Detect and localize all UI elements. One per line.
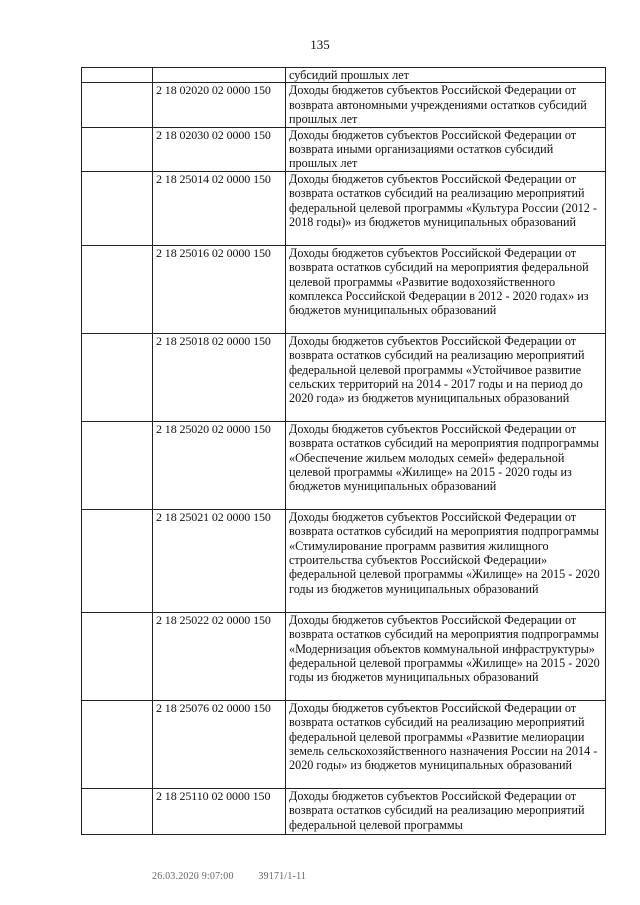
document-footer bbox=[152, 870, 328, 884]
table-row bbox=[82, 127, 606, 171]
blank-cell bbox=[82, 612, 153, 700]
revenue-description: Доходы бюджетов субъектов Российской Федерации от возврата автономными учреждениями остатков субсидий прошлых лет bbox=[286, 83, 606, 127]
revenue-description: Доходы бюджетов субъектов Российской Федерации от возврата остатков субсидий на реализацию мероприятий федеральной целевой программы bbox=[286, 788, 606, 834]
budget-code: 2 18 25076 02 0000 150 bbox=[153, 700, 286, 788]
footer-document-id: 39171/1-11 bbox=[258, 871, 307, 882]
page-number: 135 bbox=[310, 37, 330, 52]
revenue-description: Доходы бюджетов субъектов Российской Федерации от возврата остатков субсидий на мероприятия федеральной целевой программы «Развитие водохозяйственного комплекса Российской Федерации в 2012 - 2020 годах» из бюджетов муниципальных образований bbox=[286, 245, 606, 333]
budget-code: 2 18 25020 02 0000 150 bbox=[153, 421, 286, 509]
budget-code: 2 18 02030 02 0000 150 bbox=[153, 127, 286, 171]
table-row bbox=[82, 171, 606, 245]
budget-code bbox=[153, 68, 286, 83]
revenue-description: Доходы бюджетов субъектов Российской Федерации от возврата остатков субсидий на мероприятия подпрограммы «Модернизация объектов коммунальной инфраструктуры» федеральной целевой программы «Жилище» на 2015 - 2020 годы из бюджетов муниципальных образований bbox=[286, 612, 606, 700]
blank-cell bbox=[82, 127, 153, 171]
revenue-description: Доходы бюджетов субъектов Российской Федерации от возврата остатков субсидий на реализацию мероприятий федеральной целевой программы «Устойчивое развитие сельских территорий на 2014 - 2017 годы и на период до 2020 года» из бюджетов муниципальных образований bbox=[286, 333, 606, 421]
budget-code: 2 18 25016 02 0000 150 bbox=[153, 245, 286, 333]
table-row bbox=[82, 333, 606, 421]
blank-cell bbox=[82, 68, 153, 83]
footer-timestamp: 26.03.2020 9:07:00 bbox=[152, 871, 234, 882]
revenue-description: Доходы бюджетов субъектов Российской Федерации от возврата остатков субсидий на мероприятия подпрограммы «Стимулирование программ развития жилищного строительства субъектов Российской Федерации» федеральной целевой программы «Жилище» на 2015 - 2020 годы из бюджетов муниципальных образований bbox=[286, 509, 606, 612]
table-row bbox=[82, 83, 606, 127]
budget-code: 2 18 25110 02 0000 150 bbox=[153, 788, 286, 834]
revenue-description: Доходы бюджетов субъектов Российской Федерации от возврата остатков субсидий на реализацию мероприятий федеральной целевой программы «Культура России (2012 - 2018 годы)» из бюджетов муниципальных образований bbox=[286, 171, 606, 245]
budget-code: 2 18 02020 02 0000 150 bbox=[153, 83, 286, 127]
blank-cell bbox=[82, 421, 153, 509]
blank-cell bbox=[82, 700, 153, 788]
revenue-code-table bbox=[81, 67, 606, 835]
blank-cell bbox=[82, 788, 153, 834]
revenue-description: Доходы бюджетов субъектов Российской Федерации от возврата остатков субсидий на реализацию мероприятий федеральной целевой программы «Развитие мелиорации земель сельскохозяйственного назначения России на 2014 - 2020 годы» из бюджетов муниципальных образований bbox=[286, 700, 606, 788]
blank-cell bbox=[82, 509, 153, 612]
budget-code: 2 18 25014 02 0000 150 bbox=[153, 171, 286, 245]
budget-code: 2 18 25022 02 0000 150 bbox=[153, 612, 286, 700]
revenue-description: субсидий прошлых лет bbox=[286, 68, 606, 83]
blank-cell bbox=[82, 245, 153, 333]
table-row bbox=[82, 68, 606, 83]
table-row bbox=[82, 421, 606, 509]
table-row bbox=[82, 509, 606, 612]
table-row bbox=[82, 788, 606, 834]
blank-cell bbox=[82, 333, 153, 421]
table-row bbox=[82, 700, 606, 788]
blank-cell bbox=[82, 171, 153, 245]
revenue-description: Доходы бюджетов субъектов Российской Федерации от возврата иными организациями остатков субсидий прошлых лет bbox=[286, 127, 606, 171]
blank-cell bbox=[82, 83, 153, 127]
revenue-description: Доходы бюджетов субъектов Российской Федерации от возврата остатков субсидий на мероприятия подпрограммы «Обеспечение жильем молодых семей» федеральной целевой программы «Жилище» на 2015 - 2020 годы из бюджетов муниципальных образований bbox=[286, 421, 606, 509]
table-row bbox=[82, 612, 606, 700]
budget-code: 2 18 25021 02 0000 150 bbox=[153, 509, 286, 612]
budget-code: 2 18 25018 02 0000 150 bbox=[153, 333, 286, 421]
table-row bbox=[82, 245, 606, 333]
